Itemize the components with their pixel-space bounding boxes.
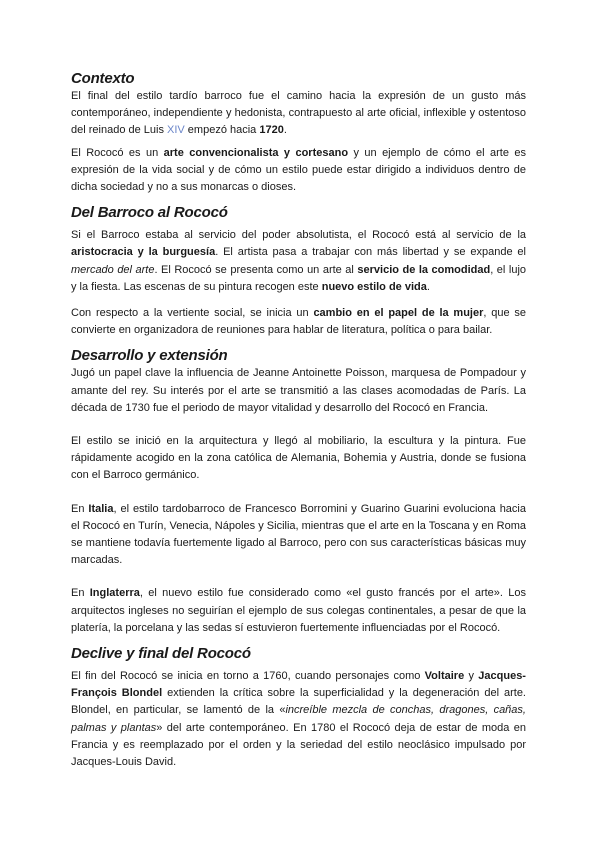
paragraph xyxy=(71,365,526,417)
bold-text: Jacques-François Blondel xyxy=(71,670,526,700)
text-run: » del arte contemporáneo. En 1780 el Rococó deja de estar de moda en Francia y es reemplazado por el orden y la seriedad del estilo neoclásico impulsado por Jacques-Louis David. xyxy=(71,721,526,769)
text-run: El fin del Rococó se inicia en torno a 1760, cuando personajes como xyxy=(71,670,425,683)
text-run: XIV xyxy=(167,124,185,137)
text-run: El final del estilo tardío barroco fue el camino hacia la expresión de un gusto más contemporáneo, independiente y hedonista, contrapuesto al arte oficial, inflexible y ostentoso del reinado de Luis xyxy=(71,90,526,137)
bold-text: aristocracia y la burguesía xyxy=(71,246,216,259)
text-run: En xyxy=(71,587,90,600)
text-run: . El Rococó se presenta como un arte al xyxy=(154,263,358,276)
paragraph xyxy=(71,145,526,197)
text-run: . El artista pasa a trabajar con más libertad y se expande el xyxy=(215,246,526,259)
section-heading-desarrollo-y-extension: Desarrollo y extensión xyxy=(71,347,228,365)
section-heading-declive-y-final: Declive y final del Rococó xyxy=(71,645,251,663)
text-run: El Rococó es un xyxy=(71,146,164,159)
bold-text: nuevo estilo de vida xyxy=(321,280,427,293)
paragraph xyxy=(71,433,526,485)
text-run: , el estilo tardobarroco de Francesco Borromini y Guarino Guarini evoluciona hacia el Rococó en Turín, Venecia, Nápoles y Sicilia, mientras que el arte en la Toscana y en Roma se mantiene todavía fuertemente ligado al Barroco, pero con sus características básicas muy marcadas. xyxy=(71,502,526,567)
text-run: Jugó un papel clave la influencia de Jeanne Antoinette Poisson, marquesa de Pompadour y amante del rey. Su interés por el arte se transmitió a las clases acomodadas de París. La década de 1730 fue el periodo de mayor vitalidad y desarrollo del Rococó en Francia. xyxy=(71,367,526,414)
text-run: En xyxy=(71,502,89,515)
text-run: El estilo se inició en la arquitectura y llegó al mobiliario, la escultura y la pintura. Fue rápidamente acogido en la zona católica de Alemania, Bohemia y Austria, donde se fusiona con el Barroco germánico. xyxy=(71,435,526,482)
text-run: . xyxy=(283,124,287,137)
text-run: y un ejemplo de cómo el arte es expresión de la vida social y de cómo un estilo puede estar dirigido a individuos dentro de dicha sociedad y no a sus monarcas o dioses. xyxy=(71,146,526,194)
paragraph xyxy=(71,501,526,570)
bold-text: 1720 xyxy=(259,124,284,137)
paragraph xyxy=(71,88,526,140)
text-run: , que se convierte en organizadora de reuniones para hablar de literatura, política o para bailar. xyxy=(71,307,526,337)
text-run: extienden la crítica sobre la superficialidad y la degeneración del arte. Blondel, en particular, se lamentó de la « xyxy=(71,687,526,717)
section-heading-del-barroco-al-rococo: Del Barroco al Rococó xyxy=(71,204,228,222)
text-run: y xyxy=(464,670,479,683)
document-page xyxy=(71,70,526,771)
text-run: , el nuevo estilo fue considerado como «el gusto francés por el arte». Los arquitectos ingleses no seguirían el ejemplo de sus colegas continentales, a pesar de que la platería, la porcelana y las sedas sí estuvieron fuertemente influenciadas por el Rococó. xyxy=(71,587,526,634)
paragraph xyxy=(71,227,526,296)
section-heading-contexto: Contexto xyxy=(71,70,135,87)
text-run: Si el Barroco estaba al servicio del poder absolutista, el Rococó está al servicio de la xyxy=(71,229,526,242)
paragraph xyxy=(71,585,526,637)
bold-text: cambio en el papel de la mujer xyxy=(313,307,484,320)
text-run: . xyxy=(426,280,430,293)
italic-text: increíble mezcla de conchas, dragones, cañas, palmas y plantas xyxy=(71,704,526,734)
paragraph xyxy=(71,668,526,771)
bold-text: servicio de la comodidad xyxy=(357,263,491,276)
text-run: empezó hacia xyxy=(184,124,260,137)
bold-text: Inglaterra xyxy=(89,587,140,600)
text-run: Con respecto a la vertiente social, se inicia un xyxy=(71,307,314,320)
bold-text: Italia xyxy=(88,502,114,515)
bold-text: arte convencionalista y cortesano xyxy=(163,146,349,159)
text-run: , el lujo y la fiesta. Las escenas de su pintura recogen este xyxy=(71,263,527,293)
bold-text: Voltaire xyxy=(424,670,465,683)
italic-text: mercado del arte xyxy=(71,263,155,276)
paragraph xyxy=(71,305,526,339)
